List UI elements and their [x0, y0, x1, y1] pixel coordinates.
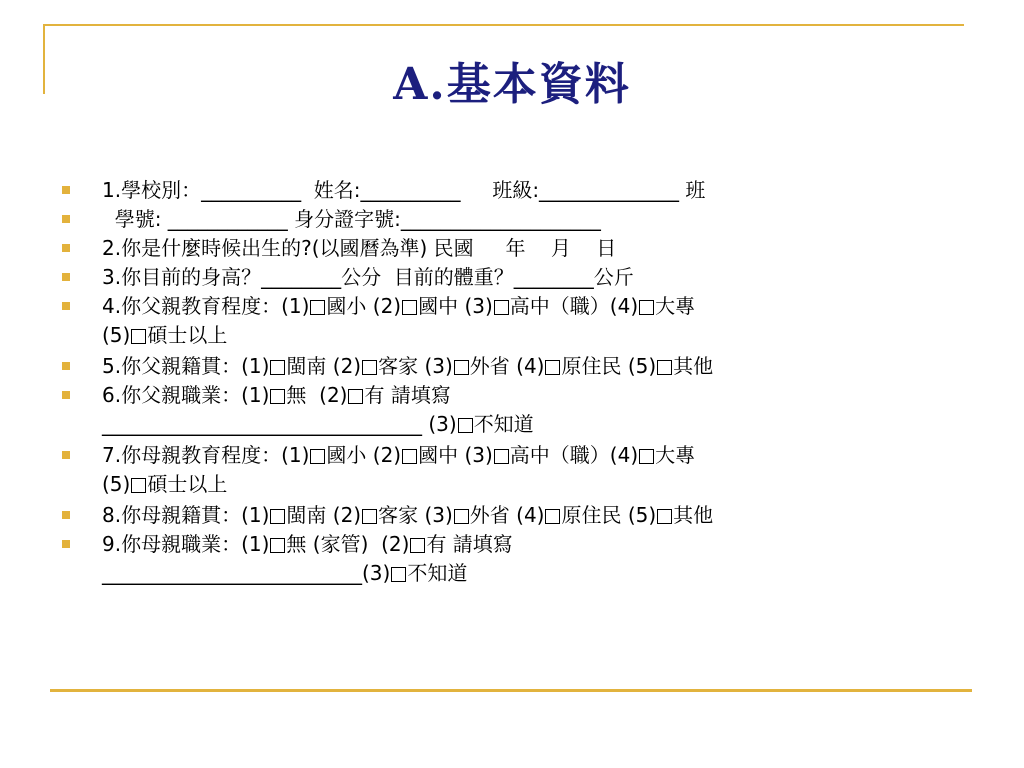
option-text: 國中 (3)	[418, 443, 493, 467]
option-text: 有 請填寫	[426, 532, 513, 556]
list-item	[62, 234, 962, 263]
option-text: (5)	[102, 472, 131, 496]
option-text: 其他	[673, 503, 714, 527]
option-text: 其他	[673, 354, 714, 378]
list-item	[62, 176, 962, 205]
item-text: 7.你母親教育程度：(1)	[102, 443, 310, 467]
item-text: 2.你是什麼時候出生的?(以國曆為準) 民國 年 月 日	[102, 236, 617, 260]
option-text: 有 請填寫	[364, 383, 451, 407]
square-bullet-icon	[62, 391, 70, 399]
item-text: 8.你母親籍貫：(1)	[102, 503, 270, 527]
checkbox-icon[interactable]	[545, 360, 560, 375]
square-bullet-icon	[62, 362, 70, 370]
checkbox-icon[interactable]	[639, 449, 654, 464]
checkbox-icon[interactable]	[454, 360, 469, 375]
checkbox-icon[interactable]	[270, 538, 285, 553]
option-text: 客家 (3)	[378, 503, 453, 527]
option-text: 不知道	[473, 412, 534, 436]
checkbox-icon[interactable]	[348, 389, 363, 404]
option-text: 無 (家管) (2)	[286, 532, 410, 556]
item-text: 3.你目前的身高？________公分 目前的體重？________公斤	[102, 265, 634, 289]
frame-top-line	[43, 24, 964, 26]
list-item	[62, 263, 962, 292]
option-text: 閩南 (2)	[286, 354, 362, 378]
checkbox-icon[interactable]	[458, 418, 473, 433]
option-text: ________________________________ (3)	[102, 412, 457, 436]
checkbox-icon[interactable]	[362, 360, 377, 375]
square-bullet-icon	[62, 451, 70, 459]
checkbox-icon[interactable]	[402, 449, 417, 464]
checkbox-icon[interactable]	[270, 360, 285, 375]
list-item	[62, 441, 962, 499]
checkbox-icon[interactable]	[310, 449, 325, 464]
checkbox-icon[interactable]	[391, 567, 406, 582]
option-text: 大專	[655, 294, 696, 318]
frame-bottom-line	[50, 689, 972, 692]
option-text: 原住民 (5)	[561, 503, 657, 527]
checkbox-icon[interactable]	[454, 509, 469, 524]
item-text: 4.你父親教育程度：(1)	[102, 294, 310, 318]
square-bullet-icon	[62, 244, 70, 252]
checkbox-icon[interactable]	[410, 538, 425, 553]
checkbox-icon[interactable]	[657, 509, 672, 524]
checkbox-icon[interactable]	[494, 300, 509, 315]
square-bullet-icon	[62, 215, 70, 223]
list-item	[62, 352, 962, 381]
square-bullet-icon	[62, 302, 70, 310]
list-item	[62, 381, 962, 439]
option-text: 外省 (4)	[469, 503, 545, 527]
list-item	[62, 205, 962, 234]
option-text: 國小 (2)	[326, 294, 402, 318]
item-text: 6.你父親職業：(1)	[102, 383, 270, 407]
option-text: (5)	[102, 323, 131, 347]
list-item	[62, 292, 962, 350]
slide-title: A.基本資料	[393, 59, 631, 110]
item-text: 9.你母親職業：(1)	[102, 532, 270, 556]
option-text: 不知道	[407, 561, 468, 585]
square-bullet-icon	[62, 511, 70, 519]
checkbox-icon[interactable]	[545, 509, 560, 524]
question-list	[62, 176, 962, 590]
checkbox-icon[interactable]	[270, 509, 285, 524]
option-text: 原住民 (5)	[561, 354, 657, 378]
list-item	[62, 530, 962, 588]
item-text: 5.你父親籍貫：(1)	[102, 354, 270, 378]
option-text: 碩士以上	[147, 472, 228, 496]
option-text: 碩士以上	[147, 323, 228, 347]
option-text: 大專	[655, 443, 696, 467]
item-text: 學號: ____________ 身分證字號:____________________	[102, 207, 601, 231]
option-text: __________________________(3)	[102, 561, 391, 585]
square-bullet-icon	[62, 186, 70, 194]
checkbox-icon[interactable]	[310, 300, 325, 315]
square-bullet-icon	[62, 540, 70, 548]
checkbox-icon[interactable]	[657, 360, 672, 375]
checkbox-icon[interactable]	[362, 509, 377, 524]
square-bullet-icon	[62, 273, 70, 281]
option-text: 國中 (3)	[418, 294, 493, 318]
checkbox-icon[interactable]	[131, 478, 146, 493]
checkbox-icon[interactable]	[639, 300, 654, 315]
option-text: 客家 (3)	[378, 354, 453, 378]
checkbox-icon[interactable]	[402, 300, 417, 315]
option-text: 閩南 (2)	[286, 503, 362, 527]
option-text: 國小 (2)	[326, 443, 402, 467]
list-item	[62, 501, 962, 530]
checkbox-icon[interactable]	[494, 449, 509, 464]
option-text: 高中（職）(4)	[509, 443, 639, 467]
option-text: 外省 (4)	[469, 354, 545, 378]
checkbox-icon[interactable]	[131, 329, 146, 344]
checkbox-icon[interactable]	[270, 389, 285, 404]
option-text: 無 (2)	[286, 383, 348, 407]
option-text: 高中（職）(4)	[509, 294, 639, 318]
item-text: 1.學校別：__________ 姓名:__________ 班級:______________ 班	[102, 178, 706, 202]
